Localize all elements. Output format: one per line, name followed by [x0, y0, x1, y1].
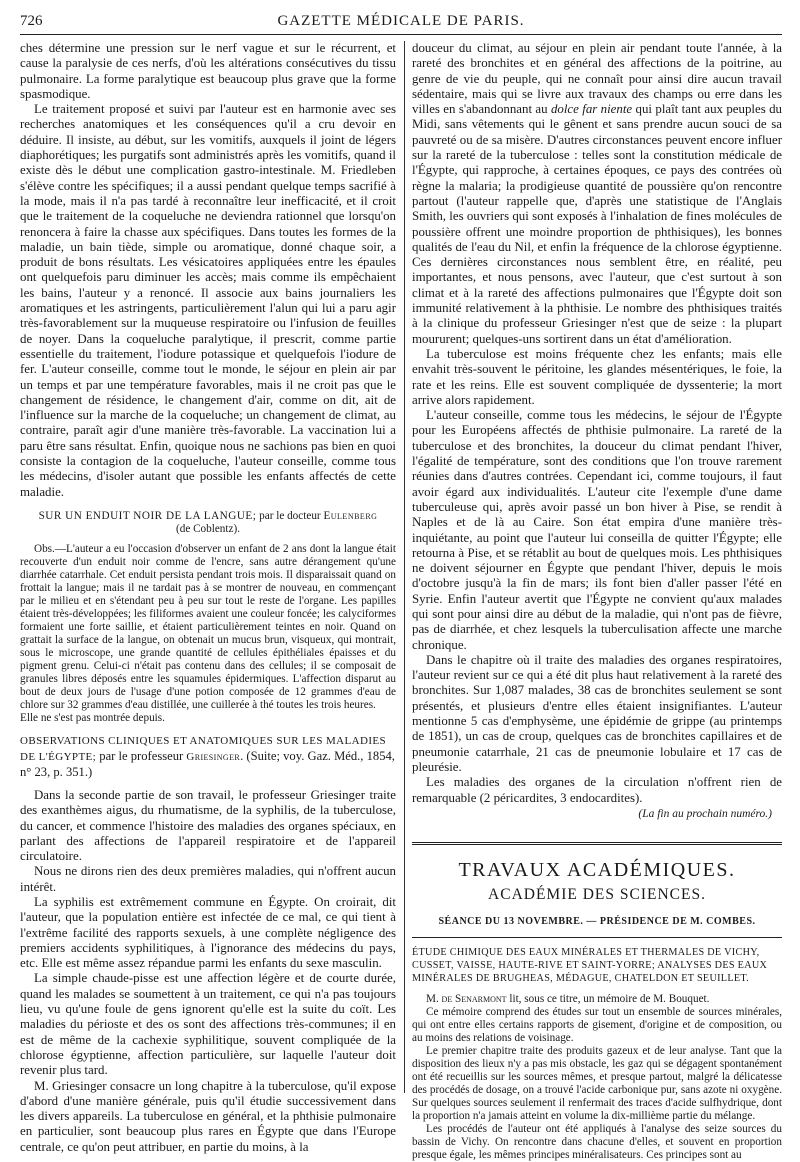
- observation-text: Elle ne s'est pas montrée depuis.: [20, 711, 165, 724]
- paragraph: Dans le chapitre où il traite des maladies des organes respiratoires, l'auteur revient sur ce qui a été dit plus haut relativement à la rareté des bronchites. Sur 1,087 malades, 38 cas de bronchites seulement se sont présentés, et plusieurs d'entre elles étaient insignifiantes. L'auteur mentionne 5 cas d'emphysème, une épidémie de grippe (au printemps de 1851), un cas de croup, quelques cas de bronchites capillaires et de pneumonie catarrhale, 21 cas de pneumonie lobulaire et 17 cas de pleurésie.: [412, 652, 782, 774]
- article-heading-egypte: [20, 733, 396, 780]
- text-run: douceur du climat, au séjour en plein air pendant toute l'année, à la rareté des bronchites et en général des affections de la poitrine, au genre de vie du peuple, qui ne connaît pour ainsi dire aucun travail sédentaire, mais qui se livre aux travaux des champs ou erre dans les villes en s'abandonnant au: [412, 41, 782, 117]
- academy-report: [412, 993, 782, 1162]
- running-title: GAZETTE MÉDICALE DE PARIS.: [277, 13, 525, 29]
- paragraph: La simple chaude-pisse est une affection légère et de courte durée, quand les malades se soumettent à un traitement, ce qui n'a pas toujours lieu, vu qu'une foule de gens ignorent qu'elle est la suite du coït. Les maladies du périoste et des os sont des affections très-communes; il en est de même de la cachexie syphilitique, souvent compliquée de la chlorose égyptienne, affection particulière, sur laquelle l'auteur doit revenir plus tard.: [20, 971, 396, 1078]
- right-column: [412, 41, 782, 1161]
- article-byline: par le docteur: [259, 509, 321, 522]
- page-header: [20, 0, 782, 35]
- section-rule: [412, 842, 782, 845]
- observation-text: Obs.—L'auteur a eu l'occasion d'observer un enfant de 2 ans dont la langue était recouverte d'un enduit noir comme de l'encre, sans autre dérangement qu'une diarrhée catarrhale. Cet enduit persista pendant trois mois. Il disparaissait quand on frottait la langue; mais il ne tardait pas à se montrer de nouveau, en commençant par le milieu et en s'étendant peu à peu sur tout le reste de l'organe. Les papilles étaient très-développées; les filiformes avaient une couleur foncée; les calyciformes formaient une forte saillie, et étaient particulièrement teintes en noir. Quand on grattait la surface de la langue, on obtenait un mucus brun, visqueux, qui montrait, sous le microscope, une grande quantité de cellules épithéliales épaisses et du pigment grenu. Celui-ci n'était pas contenu dans des cellules; il se composait de granules libres déposés entre les squamules épidermiques. L'affection disparut au bout de deux jours de l'usage d'une potion composée de 12 grammes d'eau de chlore sur 32 grammes d'eau distillée, une cuillerée à thé toutes les trois heures.: [20, 542, 396, 711]
- paragraph: [412, 993, 782, 1006]
- paragraph: Nous ne dirons rien des deux premières maladies, qui n'offrent aucun intérêt.: [20, 864, 396, 894]
- two-column-body: [20, 41, 782, 1161]
- text-run: qui plaît tant aux peuples du Midi, sans vêtements qui le gênent et sans prendre aucun souci de sa pauvreté ou de sa misère. D'autres circonstances peuvent encore influer sur la rareté de la tuberculose : telles sont la constitution médicale de l'Égypte, qui rapproche, à certaines époques, ce pays des contrées où règne la malaria; la prodigieuse quantité de poussière qu'on rencontre partout (l'auteur rappelle que, d'après une statistique de l'Anglais Smith, les ouvriers qui sont exposés à l'inhalation de fines molécules de poussière offrent une moindre proportion de phthisiques), les bonnes qualités de l'eau du Nil, et enfin la fréquence de la chlorose égyptienne. Ces dernières circonstances nous semblent être, en réalité, peu importantes, et nous pensons, avec l'auteur, que c'est surtout à son climat et à la rareté des affections pulmonaires que l'Égypte doit son immunité relativement à la phthisie. Le nombre des phthisiques traités à la clinique du professeur Griesinger n'est que de seize : la plupart moururent; quelques-uns sortirent dans un état d'amélioration.: [412, 102, 782, 346]
- article-reference: . (Suite; voy. Gaz. Méd., 1854, n° 23, p. 351.): [20, 748, 395, 779]
- section-title: TRAVAUX ACADÉMIQUES.: [458, 858, 736, 881]
- article-place: (de Coblentz).: [176, 523, 240, 536]
- article-author: Eulenberg: [323, 509, 378, 522]
- article-title: SUR UN ENDUIT NOIR DE LA LANGUE;: [38, 509, 257, 522]
- article-byline: par le professeur: [99, 748, 184, 763]
- article-author: Griesinger: [186, 750, 241, 763]
- memoir-title: ÉTUDE CHIMIQUE DES EAUX MINÉRALES ET THERMALES DE VICHY, CUSSET, VAISSE, HAUTE-RIVE ET SAINT-YORRE; ANALYSES DES EAUX MINÉRALES DE BRUGHEAS, MÉDAGUE, CHATELDON ET SEUILLET.: [412, 946, 768, 984]
- paragraph: Le premier chapitre traite des produits gazeux et de leur analyse. Tant que la disposition des lieux n'y a pas mis obstacle, les gaz qui se dégagent spontanément ont été recueillis sur les sources mêmes, et presque partout, malgré la délicatesse des procédés de dosage, on a trouvé l'acide carbonique pur, sans azote ni oxygène. Sur quelques sources seulement il renfermait des traces d'acide sulfhydrique, dont la proportion n'a jamais atteint en volume la dix-millième partie du mélange.: [412, 1044, 782, 1122]
- italic-phrase: dolce far niente: [550, 102, 633, 117]
- paragraph: Dans la seconde partie de son travail, le professeur Griesinger traite des exanthèmes aigus, du rhumatisme, de la syphilis, de la tuberculose, du cancer, et commence l'histoire des maladies des organes spéciaux, en parlant des affections de l'appareil respiratoire et de l'appareil circulatoire.: [20, 787, 396, 864]
- paragraph: ches détermine une pression sur le nerf vague et sur le récurrent, et cause la paralysie de ces nerfs, d'où les altérations consécutives du tissu pulmonaire. La forme paralytique est beaucoup plus grave que la forme spasmodique.: [20, 41, 396, 101]
- continuation-note: (La fin au prochain numéro.): [638, 807, 772, 820]
- paragraph: Les maladies des organes de la circulation n'offrent rien de remarquable (2 péricardites, 3 endocardites).: [412, 775, 782, 805]
- page-number: 726: [20, 13, 43, 29]
- article-title: OBSERVATIONS CLINIQUES ET ANATOMIQUES SUR LES MALADIES DE L'ÉGYPTE;: [20, 734, 387, 763]
- paragraph: Les procédés de l'auteur ont été appliqués à l'analyse des seize sources du bassin de Vichy. On rencontre dans chacune d'elles, et souvent en proportion presque égale, les mêmes principes minéralisateurs. Ces principes sont au: [412, 1122, 782, 1161]
- paragraph: [412, 41, 782, 347]
- paragraph: Le traitement proposé et suivi par l'auteur est en harmonie avec ses recherches anatomiques et les conséquences qu'il a cru devoir en déduire. Il insiste, au début, sur les vomitifs, auxquels il joint de légers diaphorétiques; les purgatifs sont administrés après les vomitifs, quand il existe dès le début une complication gastro-intestinale. M. Friedleben s'élève contre les spécifiques; il a aussi pendant quelque temps sacrifié à la mode, mais il n'a pas tardé à reconnaître leur inefficacité, et il croit que le traitement de la coqueluche ne deviendra rationnel que lorsqu'on renoncera à faire la chasse aux spécifiques. Dans toutes les formes de la maladie, un bain tiède, simple ou aromatique, donné chaque soir, a produit de bons résultats. Les vésicatoires appliquées entre les épaules ont quelquefois paru diminuer les accès; mais comme ils empêchaient les bains, l'auteur y a renoncé. Il associe aux bains journaliers les aromatiques et les astringents, particulièrement l'alun qui lui a paru agir très-favorablement sur la muqueuse respiratoire ou l'infusion de feuilles de noyer. Dans la coqueluche paralytique, il prescrit, comme partie essentielle du traitement, l'iodure potassique et quelquefois l'iodure de fer. L'auteur conseille, comme tout le monde, le séjour en plein air par un temps et par une température favorables, mais il ne croit pas que le changement de résidence, le changement d'air, comme on dit, ait de l'influence sur la marche de la coqueluche; un changement de climat, au contraire, paraît agir d'une manière très-favorable. La vaccination lui a paru être sans résultat. Enfin, quoique nous ne sachions pas bien en quoi consiste la contagion de la coqueluche, l'auteur conseille, comme tous les médecins, d'isoler autant que possible les enfants affectés de cette maladie.: [20, 102, 396, 499]
- speaker-name: M. de Senarmont: [426, 992, 507, 1005]
- session-rule: [412, 937, 782, 938]
- paragraph: La syphilis est extrêmement commune en Égypte. On croirait, dit l'auteur, que la population entière est infectée de ce mal, ce qui tient à l'extrême facilité des rapports sexuels, à une complète négligence des premiers accidents syphilitiques, à l'ignorance des médecins du pays, etc. Elle est même assez répandue parmi les enfants du sexe masculin.: [20, 894, 396, 971]
- column-divider: [404, 41, 405, 1093]
- text-run: lit, sous ce titre, un mémoire de M. Bouquet.: [509, 992, 710, 1005]
- paragraph: M. Griesinger consacre un long chapitre à la tuberculose, qu'il expose d'abord d'une manière générale, puis qu'il étudie successivement dans les divers appareils. La tuberculose en général, et la phthisie pulmonaire en particulier, sont beaucoup plus rares en Égypte que dans l'Europe centrale, ce qu'on peut attribuer, en partie du moins, à la: [20, 1078, 396, 1154]
- paragraph: La tuberculose est moins fréquente chez les enfants; mais elle envahit très-souvent le péritoine, les glandes mésentériques, le foie, la rate et les reins. Elle est souvent compliquée de dyssenterie; la mort arrive alors rapidement.: [412, 346, 782, 407]
- section-subtitle: ACADÉMIE DES SCIENCES.: [488, 885, 706, 903]
- paragraph: L'auteur conseille, comme tous les médecins, le séjour de l'Égypte pour les Européens affectés de phthisie pulmonaire. La rareté de la tuberculose et des bronchites, la douceur du climat pendant l'hiver, l'égalité de température, sont des conditions que l'on trouve rarement réunies dans d'autres contrées. Cependant ici, comme toujours, il faut avoir égard aux individualités. L'auteur cite l'exemple d'une dame tuberculeuse qui, après avoir passé un bon hiver à Pise, se rendit à Naples et de là au Caire. Son état empira d'une manière très-inquiétante, au point que l'auteur lui conseilla de quitter l'Égypte; elle retourna à Pise, et se rétablit au bout de quelques mois. Les phthisiques ne doivent séjourner en Égypte que pendant l'hiver, depuis le mois d'octobre jusqu'à la fin de mars; ils font bien d'aller passer l'été en Syrie. Enfin l'auteur avertit que l'Égypte ne convient qu'aux malades qui sont pour ainsi dire au début de la maladie, qui n'ont pas de fièvre, pas de diarrhée, et chez lesquels la tuberculisation affecte une marche chronique.: [412, 408, 782, 652]
- session-line: SÉANCE DU 13 NOVEMBRE. — PRÉSIDENCE DE M. COMBES.: [438, 915, 756, 927]
- left-column: [20, 41, 396, 1154]
- observation-block: [20, 543, 396, 725]
- paragraph: Ce mémoire comprend des études sur tout un ensemble de sources minérales, qui ont entre elles certains rapports de gisement, d'origine et de composition, ou au moins des relations de voisinage.: [412, 1005, 782, 1044]
- article-heading-enduit: [20, 510, 396, 537]
